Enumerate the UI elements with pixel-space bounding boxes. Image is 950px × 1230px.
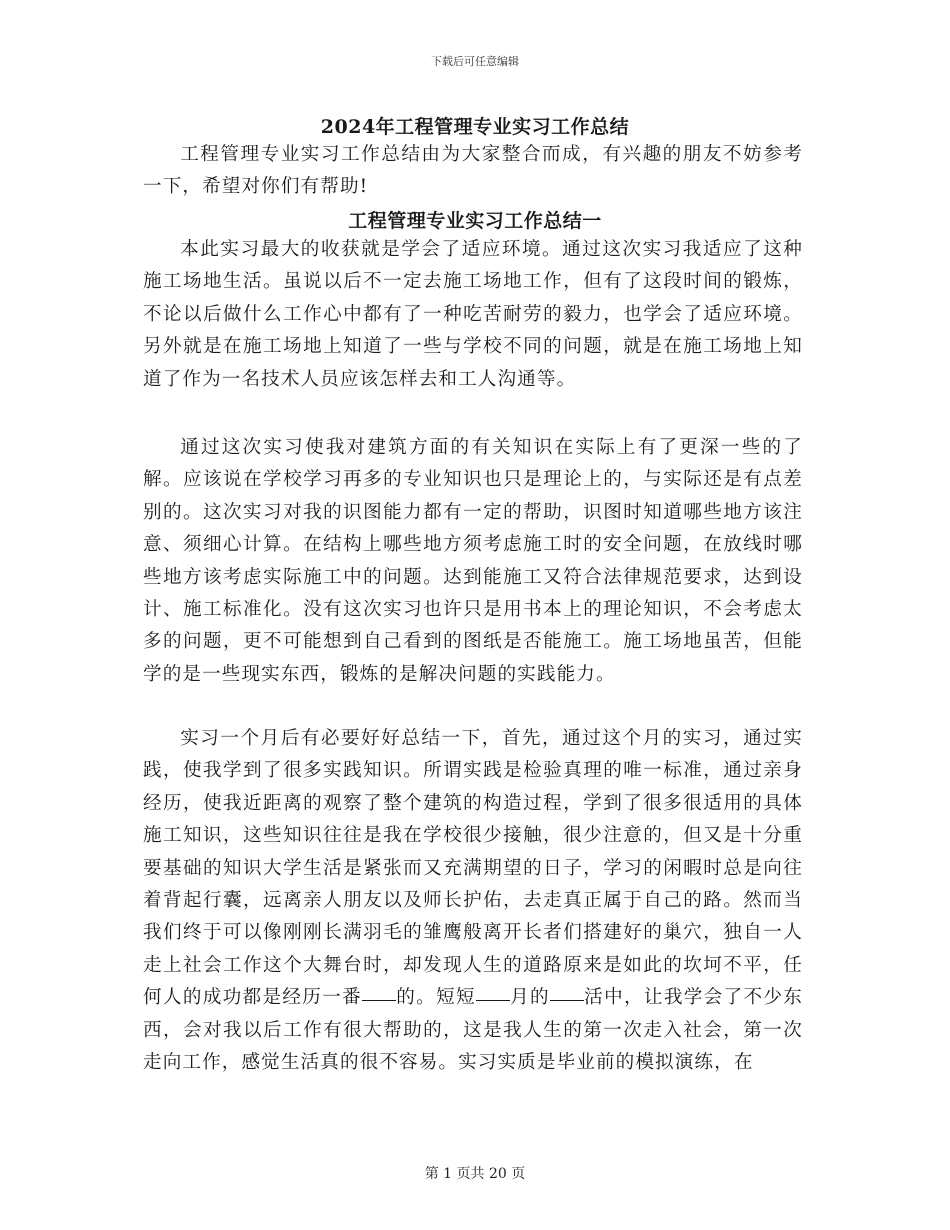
paragraph-text: 的。短短 — [396, 987, 476, 1009]
paragraph-text: 活中，让我学会了不少东西，会对我以后工作有很大帮助的，这是我人生的第一次走入社会，第一次走向工作，感觉生活真的很不容易。实习实质是毕业前的模拟演练，在 — [143, 987, 804, 1074]
section-title: 工程管理专业实习工作总结一 — [348, 210, 602, 232]
paragraph-text: 月的 — [509, 987, 550, 1009]
page-indicator: 第 1 页共 20 页 — [424, 1166, 526, 1182]
paragraph-block-1 — [143, 234, 803, 396]
paragraph-block-2 — [143, 432, 803, 691]
header-note: 下载后可任意编辑 — [431, 55, 519, 68]
intro-block — [143, 139, 803, 204]
body-paragraph — [143, 723, 803, 1079]
intro-paragraph: 工程管理专业实习工作总结由为大家整合而成，有兴趣的朋友不妨参考一下，希望对你们有帮助! — [143, 144, 803, 198]
fill-blank — [550, 999, 584, 1001]
body-paragraph: 通过这次实习使我对建筑方面的有关知识在实际上有了更深一些的了解。应该说在学校学习再多的专业知识也只是理论上的，与实际还是有点差别的。这次实习对我的识图能力都有一定的帮助，识图时知道哪些地方该注意、须细心计算。在结构上哪些地方须考虑施工时的安全问题，在放线时哪些地方该考虑实际施工中的问题。达到能施工又符合法律规范要求，达到设计、施工标准化。没有这次实习也许只是用书本上的理论知识，不会考虑太多的问题，更不可能想到自己看到的图纸是否能施工。施工场地虽苦，但能学的是一些现实东西，锻炼的是解决问题的实践能力。 — [143, 437, 803, 685]
paragraph-text: 实习一个月后有必要好好总结一下，首先，通过这个月的实习，通过实践，使我学到了很多实践知识。所谓实践是检验真理的唯一标准，通过亲身经历，使我近距离的观察了整个建筑的构造过程，学到了很多很适用的具体施工知识，这些知识往往是我在学校很少接触，很少注意的，但又是十分重要基础的知识大学生活是紧张而又充满期望的日子，学习的闲暇时总是向往着背起行囊，远离亲人朋友以及师长护佑，去走真正属于自己的路。然而当我们终于可以像刚刚长满羽毛的雏鹰般离开长者们搭建好的巢穴，独自一人走上社会工作这个大舞台时，却发现人生的道路原来是如此的坎坷不平，任何人的成功都是经历一番 — [143, 728, 803, 1009]
paragraph-block-3 — [143, 723, 803, 1079]
fill-blank — [476, 999, 510, 1001]
fill-blank — [362, 999, 396, 1001]
document-title: 2024年工程管理专业实习工作总结 — [320, 116, 630, 138]
body-paragraph: 本此实习最大的收获就是学会了适应环境。通过这次实习我适应了这种施工场地生活。虽说以后不一定去施工场地工作，但有了这段时间的锻炼，不论以后做什么工作心中都有了一种吃苦耐劳的毅力，也学会了适应环境。另外就是在施工场地上知道了一些与学校不同的问题，就是在施工场地上知道了作为一名技术人员应该怎样去和工人沟通等。 — [143, 239, 803, 390]
